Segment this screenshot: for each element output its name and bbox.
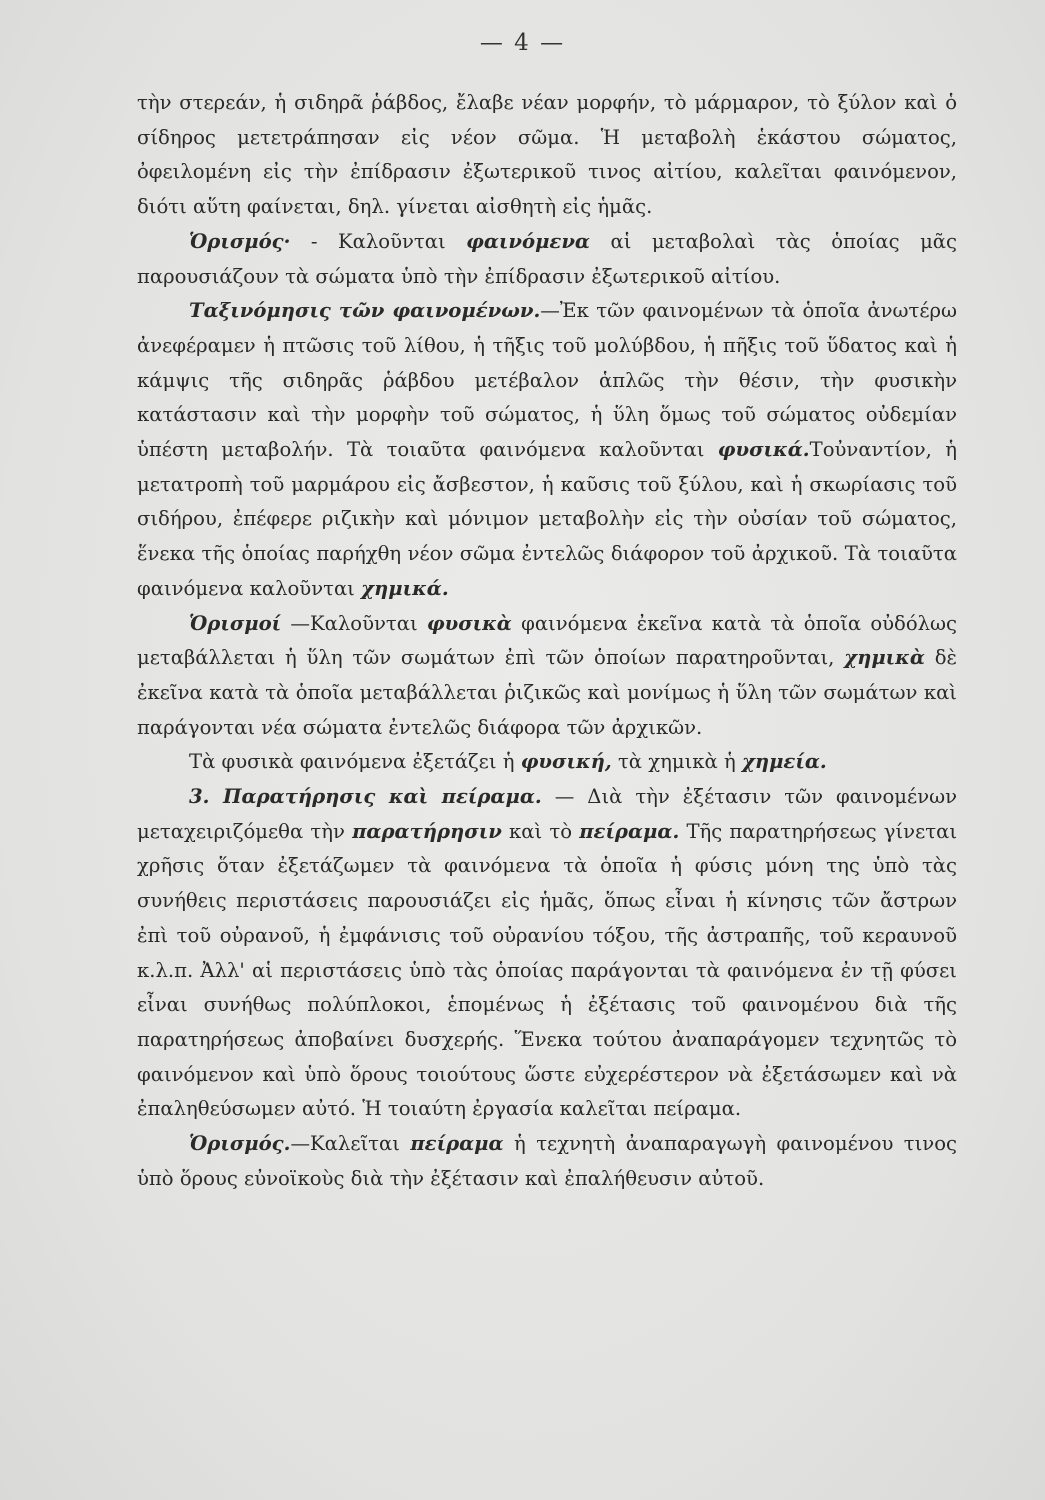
text-run: ἡ τεχνητὴ ἀναπαραγωγὴ φαινομένου τινος ὑπὸ ὅρους εὐνοϊκοὺς διὰ τὴν ἐξέτασιν καὶ ἐπαλήθευσιν αὐτοῦ. xyxy=(137,1132,957,1190)
emphasized-term: φυσική, xyxy=(520,750,612,774)
emphasized-term: χημεία. xyxy=(741,750,827,774)
text-run: — Διὰ τὴν ἐξέτασιν τῶν φαινομένων μεταχειριζόμεθα τὴν xyxy=(137,785,957,843)
paragraph-definition-phenomena xyxy=(137,225,957,294)
text-run: —Καλεῖται xyxy=(290,1132,411,1156)
paragraph-sciences xyxy=(137,745,957,780)
emphasized-term: χημικά. xyxy=(361,576,449,600)
emphasized-term: Ὁρισμοί xyxy=(189,611,282,635)
page-number: — 4 — xyxy=(479,30,566,56)
emphasized-term: φαινόμενα xyxy=(466,229,591,253)
text-run: δὲ ἐκεῖνα κατὰ τὰ ὁποῖα μεταβάλλεται ῥιζικῶς καὶ μονίμως ἡ ὕλη τῶν σωμάτων καὶ παράγονται νέα σώματα ἐντελῶς διάφορα τῶν ἀρχικῶν. xyxy=(137,646,958,739)
text-run: Τὰ φυσικὰ φαινόμενα ἐξετάζει ἡ xyxy=(189,750,521,774)
text-run: αἱ μεταβολαὶ τὰς ὁποίας μᾶς παρουσιάζουν τὰ σώματα ὑπὸ τὴν ἐπίδρασιν ἐξωτερικοῦ αἰτίου. xyxy=(137,229,958,288)
text-run: - Καλοῦνται xyxy=(290,229,467,253)
paragraph-definitions-physical-chemical xyxy=(137,607,957,746)
text-run: —Καλοῦνται xyxy=(281,611,427,635)
text-run: καὶ τὸ xyxy=(501,819,580,843)
paragraph-classification xyxy=(137,294,957,606)
text-run: —Ἐκ τῶν φαινομένων τὰ ὁποῖα ἀνωτέρω ἀνεφέραμεν ἡ πτῶσις τοῦ λίθου, ἡ τῆξις τοῦ μολύβδου, ἡ πῆξις τοῦ ὕδατος καὶ ἡ κάμψις τῆς σιδηρᾶς ῥάβδου μετέβαλον ἁπλῶς τὴν θέσιν, τὴν φυσικὴν κατάστασιν καὶ τὴν μορφὴν τοῦ σώματος, ἡ ὕλη ὅμως τοῦ σώματος οὐδεμίαν ὑπέστη μεταβολήν. Τὰ τοιαῦτα φαινόμενα καλοῦνται xyxy=(137,299,957,462)
emphasized-term: πείραμα. xyxy=(579,819,680,843)
text-run: τὴν στερεάν, ἡ σιδηρᾶ ῥάβδος, ἔλαβε νέαν μορφήν, τὸ μάρμαρον, τὸ ξύλον καὶ ὁ σίδηρος μετετράπησαν εἰς νέον σῶμα. Ἡ μεταβολὴ ἑκάστου σώματος, ὀφειλομένη εἰς τὴν ἐπίδρασιν ἐξωτερικοῦ τινος αἰτίου, καλεῖται φαινόμενον, διότι αὕτη φαίνεται, δηλ. γίνεται αἰσθητὴ εἰς ἡμᾶς. xyxy=(137,91,957,219)
emphasized-term: Ταξινόμησις τῶν φαινομένων. xyxy=(189,299,541,323)
text-run: φαινόμενα ἐκεῖνα κατὰ τὰ ὁποῖα οὐδόλως μεταβάλλεται ἡ ὕλη τῶν σωμάτων ἐπὶ τῶν ὁποίων παρατηροῦνται, xyxy=(137,611,957,670)
text-run: Τοὐναντίον, ἡ μετατροπὴ τοῦ μαρμάρου εἰς ἄσβεστον, ἡ καῦσις τοῦ ξύλου, καὶ ἡ σκωρίασις τοῦ σιδήρου, ἐπέφερε ριζικὴν καὶ μόνιμον μεταβολὴν εἰς τὴν οὐσίαν τοῦ σώματος, ἕνεκα τῆς ὁποίας παρήχθη νέον σῶμα ἐντελῶς διάφορον τοῦ ἀρχικοῦ. Τὰ τοιαῦτα φαινόμενα καλοῦνται xyxy=(137,438,957,600)
emphasized-term: φυσικὰ xyxy=(426,611,512,635)
emphasized-term: παρατήρησιν xyxy=(352,819,502,843)
emphasized-term: πείραμα xyxy=(410,1132,504,1156)
emphasized-term: 3. Παρατήρησις καὶ πείραμα. xyxy=(189,785,542,809)
text-run: τὰ χημικὰ ἡ xyxy=(611,750,742,774)
emphasized-term: φυσικά. xyxy=(717,438,810,462)
paragraph-intro xyxy=(137,86,957,225)
emphasized-term: Ὁρισμός. xyxy=(189,1132,291,1156)
emphasized-term: Ὁρισμός· xyxy=(189,229,291,253)
text-run: Τῆς παρατηρήσεως γίνεται χρῆσις ὅταν ἐξετάζωμεν τὰ φαινόμενα τὰ ὁποῖα ἡ φύσις μόνη της ὑπὸ τὰς συνήθεις περιστάσεις παρουσιάζει εἰς ἡμᾶς, ὅπως εἶναι ἡ κίνησις τῶν ἄστρων ἐπὶ τοῦ οὐρανοῦ, ἡ ἐμφάνισις τοῦ οὐρανίου τόξου, τῆς ἀστραπῆς, τοῦ κεραυνοῦ κ.λ.π. Ἀλλ' αἱ περιστάσεις ὑπὸ τὰς ὁποίας παράγονται τὰ φαινόμενα ἐν τῇ φύσει εἶναι συνήθως πολύπλοκοι, ἑπομένως ἡ ἐξέτασις τοῦ φαινομένου διὰ τῆς παρατηρήσεως ἀποβαίνει δυσχερής. Ἕνεκα τούτου ἀναπαράγομεν τεχνητῶς τὸ φαινόμενον καὶ ὑπὸ ὅρους τοιούτους ὥστε εὐχερέστερον νὰ ἐξετάσωμεν καὶ νὰ ἐπαληθεύσωμεν αὐτό. Ἡ τοιαύτη ἐργασία καλεῖται πείραμα. xyxy=(137,819,958,1121)
body-text xyxy=(137,86,957,1197)
emphasized-term: χημικὰ xyxy=(844,646,925,670)
paragraph-observation-experiment xyxy=(137,780,957,1127)
paragraph-definition-experiment xyxy=(137,1127,957,1196)
